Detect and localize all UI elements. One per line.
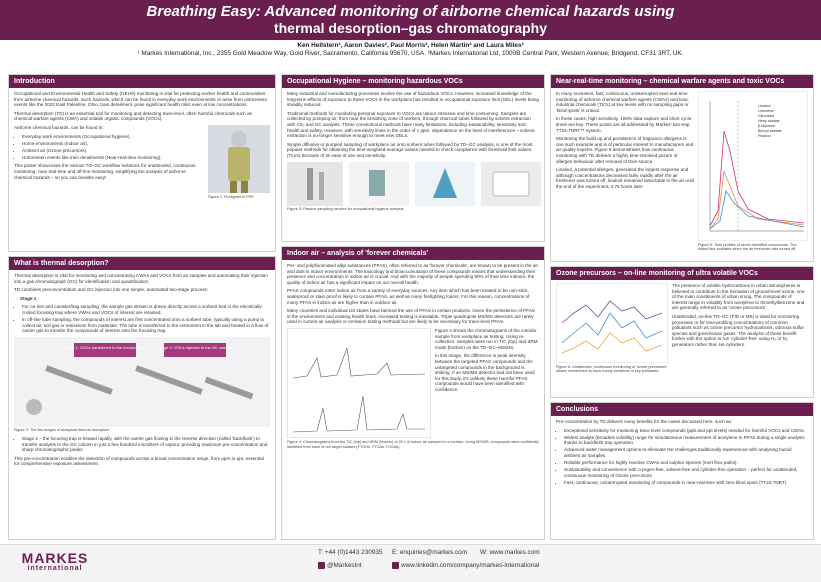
list-item: • Unforeseen events like train derailments (Near-real-time monitoring).: [22, 155, 204, 161]
list-item: • Exceptional sensitivity for measuring trace level compounds (ppb and ppt levels) needed for harmful VOCs and CWAs.: [564, 428, 808, 434]
intro-list: [22, 134, 204, 161]
email-link[interactable]: E: enquiries@markes.com: [392, 549, 468, 556]
list-item: • For on-line and canister/bag sampling, the sample gas stream is drawn directly across a sorbent bed in the electrically-cooled focusing trap where VWAs and VOCs of interest are retained.: [22, 304, 270, 315]
figure-2-caption: Figure 2: The two stages of analytical thermal desorption: [14, 428, 110, 433]
chromatogram-figure: [287, 328, 431, 438]
thermal-p1: Thermal desorption is vital for monitoring and concentrating CWAs and VOCs from air samples and automating their injection into a gas chromatograph (GC) for identification and quantification.: [14, 273, 268, 284]
linkedin-link[interactable]: [392, 562, 539, 569]
figure-4-caption: Figure 4: Chromatograms from the TIC (top) and SRM (bottom) of 20 L of indoor air sampled in a corridor. Using MS/MS, compounds were confidently identified from each of our target classes (FTOHs, FTOAs, FOSAs).: [287, 439, 539, 449]
thermal-panel: [8, 256, 276, 540]
legend-hexyl-acetate: Hexyl acetate: [758, 119, 780, 123]
list-item: • Everyday work environments (Occupational hygiene).: [22, 134, 204, 140]
indoor-p1: Per- and polyfluorinated alkyl substances (PFAS), often referred to as 'forever chemicals', are known to be present in the air and dust in indoor environments. The toxicology and bioaccumulation of these compounds means that understanding their presence and concentration in indoor air is crucial. And with the majority of people spending 90% of their time indoors, the quality of indoor air has a significant impact on our overall health.: [287, 263, 538, 285]
legend-myrcene: β-Myrcene: [758, 124, 776, 128]
stage-1-label: Stage 1: [20, 295, 37, 301]
list-item: • Advanced water management options to eliminate the challenges traditionally experienced with analysing humid ambient air samples.: [564, 447, 808, 458]
stage-2-text: • Stage 2 – the focusing trap is heated rapidly, with the carrier gas flowing in the reverse direction (called 'backflush') to transfer analytes to the GC column in just a few hundred microliters of vapour, providing maximum pre-concentration and sharp chromatographic peaks.: [22, 436, 270, 453]
intro-p2: Thermal desorption (TD) is an essential tool for monitoring and detecting trace-level, often harmful chemicals such as chemical warfare agents (CWA) and volatile organic compounds (VOCs).: [14, 110, 252, 122]
list-item: • Sustainability and convenience with cryogen-free, solvent-free and cylinder-free operation – perfect for unattended, continuous monitoring of Ozone precursors.: [564, 467, 808, 478]
logo-text-1: MARKES: [21, 550, 89, 566]
intro-p3: Airborne chemical hazards, can be found in:: [14, 124, 104, 130]
sampling-devices-image: [287, 162, 541, 206]
occ-heading: Occupational Hygiene – monitoring hazardous VOCs: [282, 75, 544, 88]
title-line-1: Breathing Easy: Advanced monitoring of airborne chemical hazards using: [146, 3, 675, 20]
logo-text-2: international: [27, 565, 83, 572]
list-item: • Fast, continuous, uninterrupted monitoring of compounds in near-real-time with zero blind spots (TT24-7NRT).: [564, 480, 808, 486]
stage-1-diagram-label: Stage 1: VOCs transferred to the focusing trap: [63, 344, 147, 350]
poster-header: [0, 0, 821, 40]
twitter-handle: @MarkesInt: [327, 562, 362, 570]
occ-panel: [281, 74, 545, 242]
phone-text: T: +44 (0)1443 230935: [318, 549, 383, 556]
twitter-icon: [318, 562, 325, 569]
legend-limonene: Limonene: [758, 109, 774, 113]
firefighter-image: [208, 125, 270, 193]
indoor-p3: Many countries and individual US states have banned the use of PFAS in certain products. Given the persistence of PFAS in the environment and existing health fears, increased testing is inevitable. Triple quadrupole MS/MS detectors are rarely used in current air analysis or emission testing methods but are likely to be necessary for trace-level PFAS.: [287, 308, 535, 325]
nrt-p4: Linalool, a potential allergen, generated the largest response and although concentrations decreased fairly rapidly after the air freshener was turned off, linalool remained detectable in the air until the end of the experiment, 4.75 hours later.: [556, 167, 694, 189]
conclusions-p1: Pre-concentration by TD delivers many benefits for the cases discussed here, such as:: [556, 419, 733, 424]
markes-logo: [20, 551, 90, 575]
occ-p2: Traditional methods for monitoring personal exposure to VOCs are labour intensive and time consuming. Samples are collected by pumping air, from near the breathing zone of workers, through charcoal tubes followed by solvent extraction with CS₂ and GC analysis. These conventional methods have many limitations, including sustainability, sensitivity and health and safety. However, with sensitivity limits in the order of 1 ppm, dependence on the level of interferences – solvent extraction is no-longer sensitive enough to meet new OELs.: [287, 110, 535, 139]
nrt-p2: In these cases, high sensitivity, 100% data-capture and short cycle times are key. These points are all addressed by Markes' two-trap TT24-7NRT™ system.: [556, 116, 692, 133]
nrt-p1: In many scenarios, fast, continuous, uninterrupted near-real-time monitoring of airborne chemical warfare agents (CWAs) and toxic industrial chemicals (TICs) at low levels with no sampling gaps or 'blind-spots' is critical.: [556, 91, 689, 113]
figure-5-caption: Figure 5: Time profiles of seven identified compounds. The dotted line indicates when the air freshener was turned off: [698, 242, 797, 252]
intro-heading: Introduction: [9, 75, 275, 88]
intro-panel: [8, 74, 276, 252]
legend-linalool: Linalool: [758, 104, 771, 108]
nrt-p3: Monitoring the build up and persistence of fragrance allergens is one such example and is of particular interest to manufacturers and air quality experts. Figure 5 demonstrates how continuous monitoring with TD delivers a highly time-resolved picture of allergen behaviour after removal of their source.: [556, 136, 694, 164]
ozone-p1: The presence of volatile hydrocarbons in urban atmospheres is believed to contribute to the formation of ground-level ozone, one of the main constituents of urban smog. The compounds of interest range in volatility from acetylene to trimethylbenzene and are generally referred to as 'ozone precursors'.: [672, 283, 805, 311]
author-names: Ken Hellstern¹, Aaron Davies², Paul Morris², Helen Martin² and Laura Miles²: [297, 42, 524, 49]
conclusions-panel: [550, 402, 814, 540]
figure-3-caption: Figure 3: Passive sampling devices for occupational hygiene analysis: [287, 207, 404, 212]
nrt-panel: [550, 74, 814, 262]
stage-2-diagram-label: Stage 2: VOCs injected to the GC column: [158, 344, 232, 350]
thermal-p3: This pre-concentration enables the detection of compounds across a broad concentration range, from ppm to ppt, essential for comprehensive exposure assessment.: [14, 455, 264, 467]
list-item: • Widest analyte (broadest volatility) range for simultaneous measurement of acetylene to PFAS during a single analysis thanks to backflush trap operation.: [564, 435, 808, 446]
figure-6-caption: Figure 6: Unattended, continuous monitoring of 'ozone precursors' allows researchers to track hourly variations in key pollutants.: [556, 364, 667, 374]
thermal-heading: What is thermal desorption?: [9, 257, 275, 270]
indoor-p5: In this image, the difference in peak intensity between the targeted PFAS compounds and the untargeted compounds in the background is striking. If an MS/MS detector had not been used for this study, it's unlikely these harmful PFAS compounds would have been identified with confidence.: [435, 353, 535, 392]
list-item: • Home environments (Indoor air).: [22, 141, 204, 147]
linkedin-icon: [392, 562, 399, 569]
indoor-heading: Indoor air – analysis of 'forever chemicals': [282, 247, 544, 260]
occ-p1: Many industrial and manufacturing processes involve the use of hazardous VOCs. However, increased knowledge of the long-term effects of exposure to these VOCs in the workplace has resulted in occupational exposure limit (OEL) levels being steadily reduced.: [287, 91, 539, 108]
figure-1-caption: Figure 1: Firefighter in PPE: [208, 194, 254, 199]
intro-p1: Occupational and Environmental Health and Safety (OEHS) monitoring is vital for protecting worker health and communities from airborne chemical hazards. Such hazards, which can be found in everyday work environments or arise from unforeseen events like the 2023 East Palestine, Ohio, train derailment, pose significant health risks even at low concentrations.: [14, 91, 268, 108]
legend-pinalcol: Pinalcol: [758, 134, 771, 138]
list-item: • In off-line tube sampling, the compounds of interest are first concentrated onto a sorbent tube, typically using a pump to collect air, soil gas or emissions from materials. The tube is transferred to the instrument in the lab and heated in a flow of carrier gas to transfer the compounds of interest onto the focusing trap.: [22, 317, 270, 334]
ozone-heading: Ozone precursors – on-line monitoring of ultra volatile VOCs: [551, 267, 813, 280]
time-profile-chart: [698, 91, 808, 241]
ozone-panel: [550, 266, 814, 398]
authors-block: [0, 42, 821, 58]
list-item: • Ambient air (Ozone precursors).: [22, 148, 204, 154]
ozone-chart: [556, 283, 668, 363]
twitter-link[interactable]: [318, 562, 362, 569]
ozone-p2: Unattended, on-line TD–GC (FID or MS) is ideal for monitoring processes or for time-profiling concentrations of common pollutants such as ozone precursor hydrocarbons, odorous sulfur species and greenhouse gases. The analysis of these benefit further with the option to run 'cylinder-free' using H₂ or N₂ generators rather than He cylinders.: [672, 313, 805, 347]
website-link[interactable]: W: www.markes.com: [480, 549, 540, 556]
title-line-2: thermal desorption–gas chromatography: [273, 20, 548, 36]
nrt-heading: Near-real-time monitoring – chemical warfare agents and toxic VOCs: [551, 75, 813, 88]
conclusions-list: [564, 428, 808, 486]
intro-p4: This poster showcases the various TD–GC workflow solutions for unattended, continuous monitoring, near real-time and off-line monitoring, simplifying the analysis of airborne chemical hazards – so you can breathe easy!: [14, 163, 196, 180]
td-stages-diagram: [14, 337, 270, 427]
occ-p3: Simple diffusive or pumped sampling of workplace air onto sorbent tubes followed by TD–GC analysis, is one of the most popular methods for obtaining the time-weighted-average values needed to check compliance with threshold limit values (TLVs) because of its ease of use and sensitivity.: [287, 141, 533, 158]
conclusions-heading: Conclusions: [551, 403, 813, 416]
legend-benzyl-acetate: Benzyl acetate: [758, 129, 782, 133]
list-item: • Reliable performance for highly reactive CWAs and sulphur species (inert flow paths).: [564, 460, 808, 466]
indoor-p2: PFAS compounds enter indoor air from a variety of everyday sources. Any item which has been treated to be non-stick, waterproof or stain proof is likely to contain PFAS, as well as many firefighting foams. For this reason, concentrations of many PFAS in indoor air are higher than in outdoor air.: [287, 288, 530, 305]
legend-citronellol: Citronellol: [758, 114, 774, 118]
indoor-panel: [281, 246, 545, 540]
thermal-p2: TD combines preconcentration and GC injection into one simple, automated two-stage process:: [14, 287, 209, 293]
indoor-p4: Figure 4 shows the chromatograms of the corridor sample from workplace air testing. Using re-collection, samples were run in TIC (top) and SRM mode (bottom) on the TD–GC–MS/MS.: [435, 327, 538, 350]
author-affiliations: ¹ Markes International, Inc., 2355 Gold Meadow Way, Gold River, Sacramento, California 95670, USA. ²Markes International Ltd, 1000B Central Park, Western Avenue, Bridgend, CF31 3RT, UK.: [137, 50, 684, 57]
linkedin-url: www.linkedin.com/company/markes-international: [401, 562, 540, 570]
